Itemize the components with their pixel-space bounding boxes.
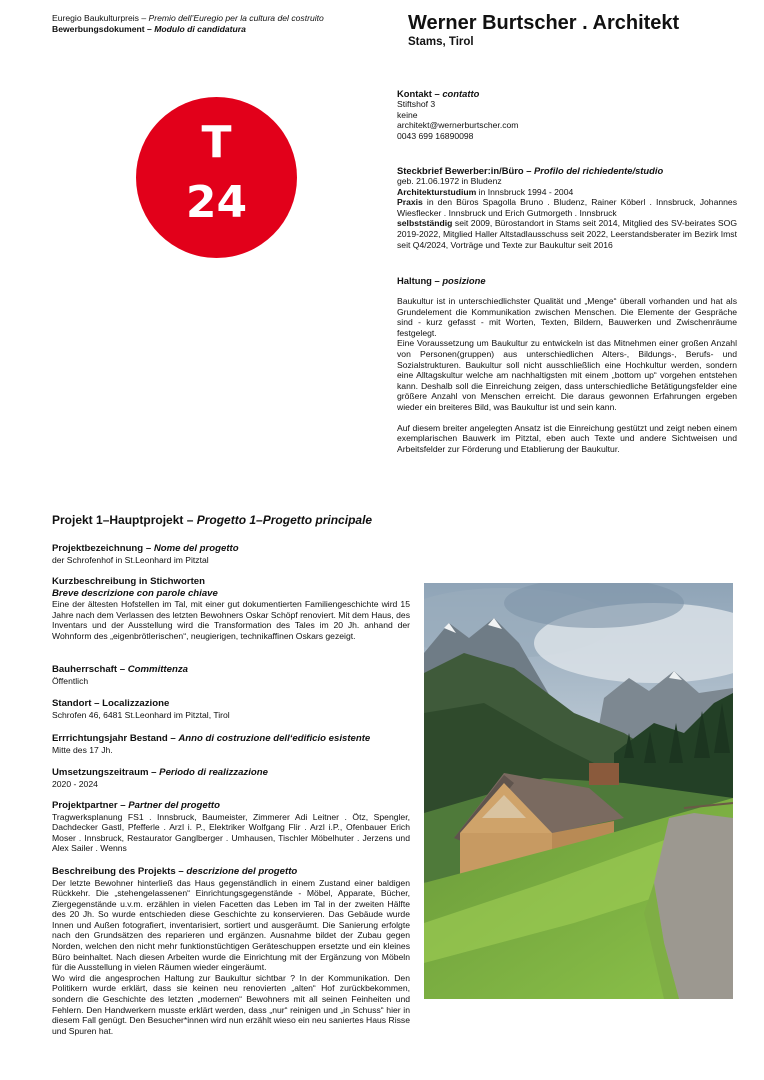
heading-de: Beschreibung des Projekts – [52,866,184,877]
badge-letter: T [201,117,232,168]
period-text: 2020 - 2024 [52,778,98,789]
contact-phone: 0043 699 16890098 [397,130,474,141]
location-heading: Standort – Localizzazione [52,698,170,709]
practice-text: in den Büros Spagolla Bruno . Bludenz, Rainer Köberl . Innsbruck, Johannes Wiesflecker . Innsbruck und Erich Gutmorgeth . Innsbruck [397,197,737,218]
location-text: Schrofen 46, 6481 St.Leonhard im Pitztal, Tirol [52,709,230,720]
profile-study [397,187,737,198]
description-heading [52,866,410,878]
attitude-paragraph: Baukultur ist in unterschiedlichster Qualität und „Menge“ überall vorhanden und hat als Grundelement die Kommunikation zwischen Menschen. Die Elemente der Gespräche sind - kurz gefasst - mit Worten, Texten, Bildern, Bauwerken und Zwischenräume festgelegt. [397,296,737,338]
project-heading [52,513,372,527]
study-text: in Innsbruck 1994 - 2004 [478,186,574,197]
construction-year-section [52,733,410,755]
heading-it: Nome del progetto [153,543,239,554]
heading-it: Committenza [127,664,188,675]
description-section [52,866,410,1036]
attitude-paragraph: Eine Voraussetzung um Baukultur zu entwickeln ist das Mitnehmen einer großen Anzahl von Personen(gruppen) aus unterschiedlichen Alters-, Bildungs-, Berufs- und Sozialstrukturen. Baukultur soll nicht ausschließlich eine Hochkultur werden, sondern eine Alltagskultur welche am nachhaltigsten mit einem „bottom up“ vorgehen entstehen kann. Deshalb soll die Einreichung zeigen, dass unterschiedliche Betätigungsfelder eine größere Anzahl von Menschen erreicht. Die daraus gewonnen Erfahrungen ergeben wieder ein breiteres Bild, was Baukultur ist und sein kann. [397,338,737,412]
project-photo [424,583,733,999]
badge-number: 24 [185,177,248,228]
description-paragraph: Wo wird die angesprochen Haltung zur Baukultur sichtbar ? In der Kommunikation. Den Politikern wurde erklärt, dass sie keinen neu renovierten „alten“ Hof zurückbekommen, sondern die Geschichte des letzten „modernen“ Bewohners mit all seinen Feinheiten und Fehlern. Den Handwerkern musste erklärt werden, dass „nur“ reinigen und „in Schuss“ hier in diesem Fall genügt. Den Besucher*innen wird nun erzählt wieso ein neu saniertes Haus Risse und Spuren hat. [52,972,410,1036]
contact-line: keine [397,109,418,120]
attitude-heading-it: posizione [442,275,486,286]
heading-de: Projektbezeichnung – [52,543,152,554]
contact-address: Stiftshof 3 [397,99,436,109]
self-label: selbstständig [397,218,453,229]
document-header [52,13,392,34]
profile-section [397,165,737,250]
period-section [52,767,410,789]
project-heading-de: Projekt 1–Hauptprojekt – [52,513,194,527]
attitude-heading-de: Haltung – [397,275,440,286]
attitude-section [397,275,737,454]
prize-name-it: Premio dell’Euregio per la cultura del costruito [148,13,324,23]
contact-email[interactable]: architekt@wernerburtscher.com [397,120,519,131]
description-paragraph: Der letzte Bewohner hinterließ das Haus gegenständlich in einem Zustand einer baldigen Rückkehr. Die „stehengelassenen“ Einrichtungsgegenstände - Möbel, Apparate, Bücher, Ziergegenstände u.v.m. erzählen in vielen Facetten das Leben im Tal in der zweiten Hälfte des 20 Jh. So wurde entschieden diese Geschichte zu konservieren. Das Gebäude wurde Innen und Außen fotografiert, inventarisiert, sortiert und ausgeräumt. Die Sanierung erfolgte nach den Grundsätzen des reparieren und ergänzen. Ausnahme bildet der Zubau gegen Norden, welchen den nicht mehr funktionstüchtigen Geräteschuppen ersetzte und ein kleines Büro beinhaltet. Nach diesen Arbeiten wurde die Einrichtung mit der Ergänzung von Möbeln für die Ausstellung in vielen Räumen wieder eingeräumt. [52,877,410,973]
profile-heading [397,165,737,176]
construction-year-heading [52,733,410,745]
heading-de: Bauherrschaft – [52,664,126,675]
partners-section [52,800,410,854]
attitude-paragraph: Auf diesem breiter angelegten Ansatz ist die Einreichung gestützt und zeigt neben einem exemplarischen Bauwerk im Pitztal, eben auch Texte und andere Sichtweisen und Arbeitsfelder zur Förderung und Etablierung der Baukultur. [397,422,737,454]
heading-it: Periodo di realizzazione [159,767,268,778]
contact-heading-de: Kontakt – [397,88,440,99]
period-heading [52,767,410,779]
profile-practice [397,197,737,218]
project-heading-it: Progetto 1–Progetto principale [196,513,373,527]
contact-heading-it: contatto [442,88,480,99]
short-description-heading-it: Breve descrizione con parole chiave [52,587,218,599]
short-description-section [52,576,410,641]
alpine-farmhouse-illustration [424,583,733,999]
location-section [52,698,410,720]
entry-number-badge [136,97,297,258]
study-label: Architekturstudium [397,186,477,197]
document-type-de: Bewerbungsdokument – [52,23,152,34]
profile-birth: geb. 21.06.1972 in Bludenz [397,176,502,186]
project-name-heading [52,543,410,555]
heading-it: Anno di costruzione dell‘edificio esistente [178,733,371,744]
architect-block [408,12,738,50]
header-line-document [52,24,392,35]
attitude-heading [397,275,737,286]
heading-de: Umsetzungszeitraum – [52,767,157,778]
short-description-text: Eine der ältesten Hofstellen im Tal, mit einer gut dokumentierten Familiengeschichte wird 15 Jahre nach dem Verlassen des letzten Bewohners Oskar Schöpf renoviert. Mit dem Haus, des Inventars und der Ausstellung wird die Transformation des Tales im 20 Jh. anhand der Wohnform des „eigenbrötlerischen“, neugierigen, technikaffinen Oskars gezeigt. [52,599,410,641]
construction-year-text: Mitte des 17 Jh. [52,744,113,755]
architect-name: Werner Burtscher . Architekt [408,12,680,34]
heading-it: Partner del progetto [128,800,220,811]
header-line-prize [52,13,392,24]
profile-heading-de: Steckbrief Bewerber:in/Büro – [397,165,532,176]
client-text: Öffentlich [52,675,89,686]
partners-heading [52,800,410,812]
architect-location: Stams, Tirol [408,36,474,48]
heading-de: Errrichtungsjahr Bestand – [52,733,176,744]
client-heading [52,664,410,676]
contact-heading [397,88,737,99]
client-section [52,664,410,686]
profile-self-employed [397,218,737,250]
project-name-text: der Schrofenhof in St.Leonhard im Pitztal [52,554,209,565]
practice-label: Praxis [397,197,423,208]
heading-it: descrizione del progetto [186,866,298,877]
project-name-section [52,543,410,565]
partners-text: Tragwerksplanung FS1 . Innsbruck, Baumeister, Zimmerer Adi Leitner . Ötz, Spengler, Dachdecker Gastl, Pfefferle . Arzl i. P., Elektriker Wolfgang Flir . Arzl i.P., Ofenbauer Erich Moser . Innsbruck, Restaurator Ganglberger . Umhausen, Tischler Möbelhuter . Jerzens und Alex Sailer . Wenns [52,811,410,854]
self-text: seit 2009, Bürostandort in Stams seit 2014, Mitglied des SV-beirates SOG 2019-2022, Mitglied Haller Altstadlausschuss seit 2022, Leerstandsberater im Bezirk Imst seit Q4/2024, Vorträge und Texte zur Baukultur seit 2016 [397,218,738,250]
heading-de: Projektpartner – [52,800,126,811]
contact-section [397,88,737,141]
prize-name-de: Euregio Baukulturpreis – [52,13,147,23]
document-type-it: Modulo di candidatura [154,23,246,34]
profile-heading-it: Profilo del richiedente/studio [534,165,664,176]
short-description-heading-de: Kurzbeschreibung in Stichworten [52,576,205,587]
